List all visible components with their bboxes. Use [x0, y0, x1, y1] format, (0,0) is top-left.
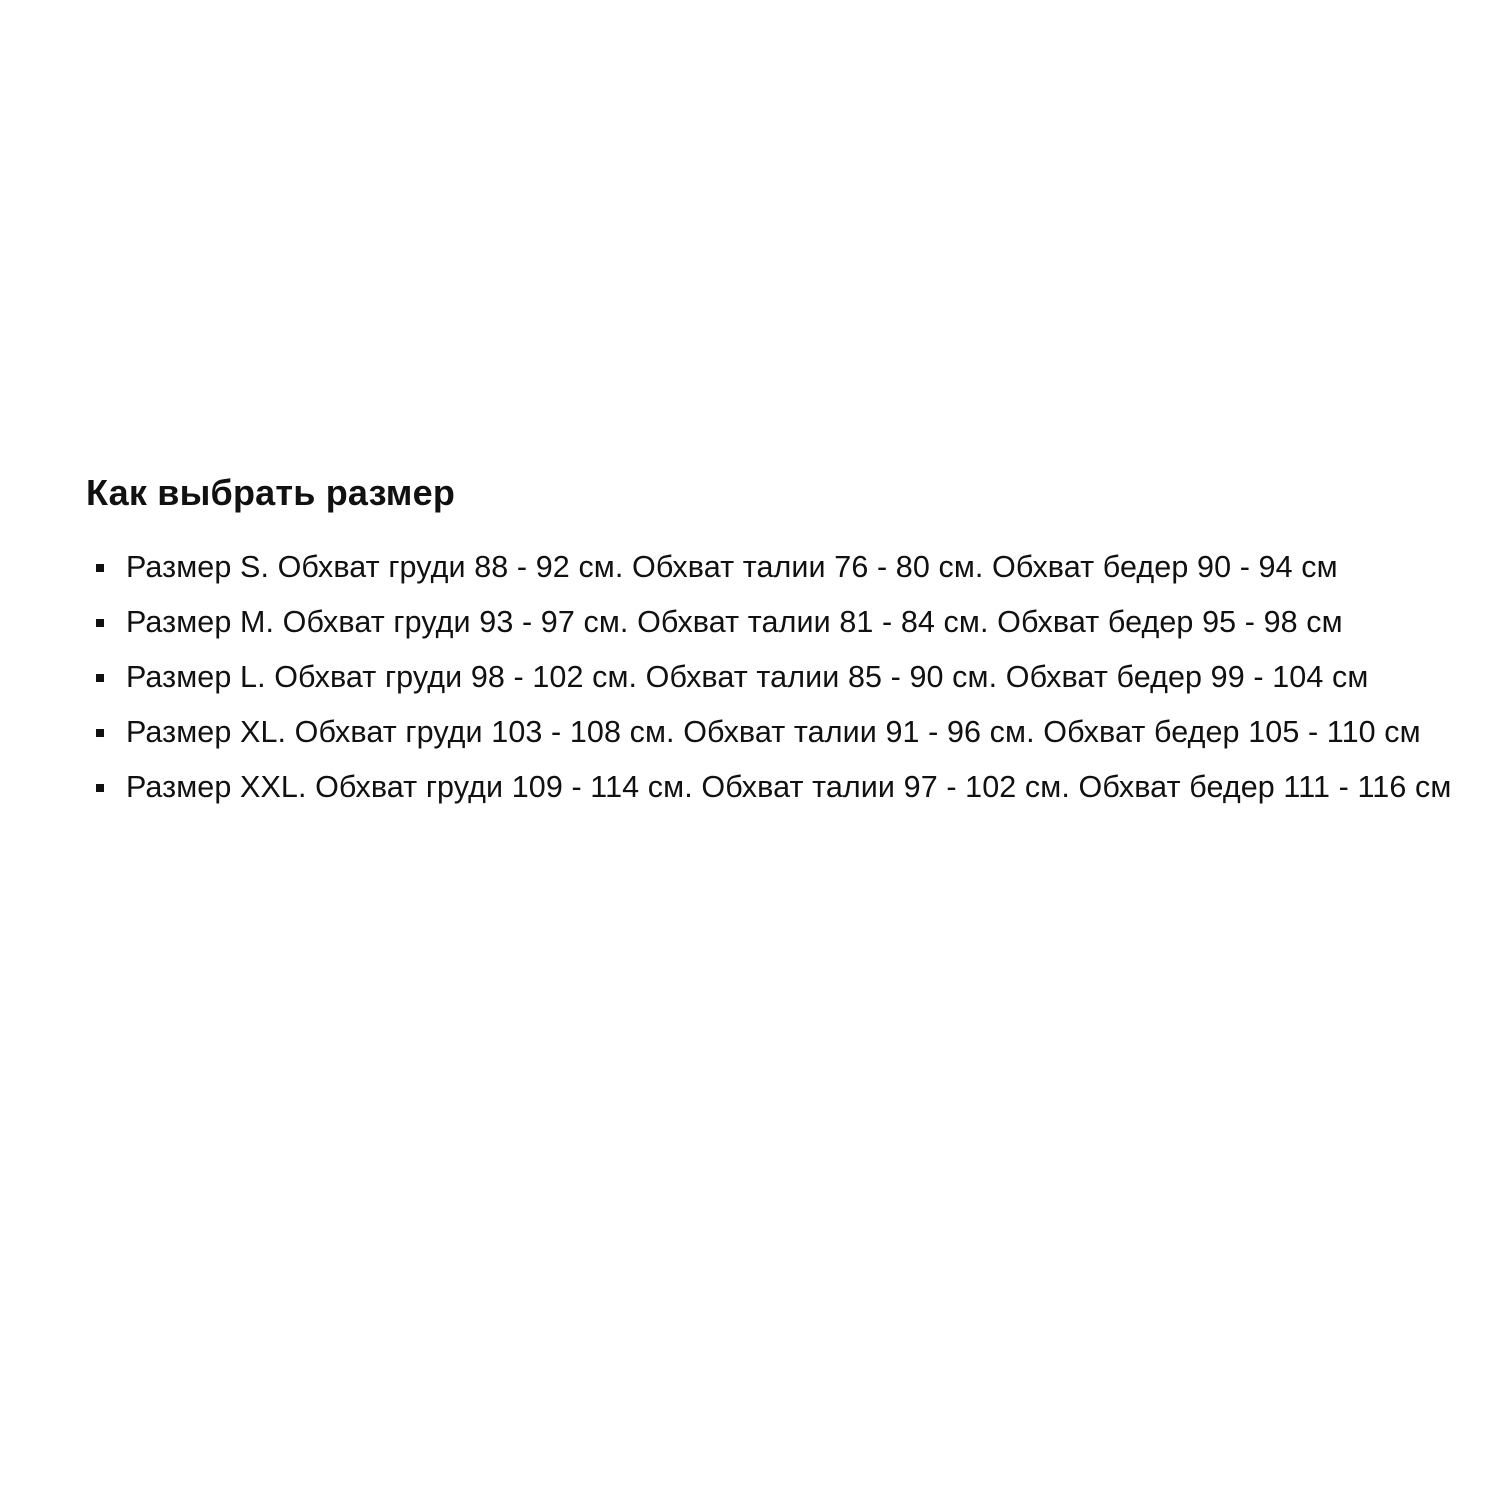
section-title: Как выбрать размер — [86, 472, 456, 513]
size-item-text: Размер XXL. Обхват груди 109 - 114 см. Обхват талии 97 - 102 см. Обхват бедер 111 - 116 см — [126, 770, 1452, 804]
square-bullet-icon — [96, 619, 104, 627]
size-item-text: Размер S. Обхват груди 88 - 92 см. Обхват талии 76 - 80 см. Обхват бедер 90 - 94 см — [126, 550, 1338, 584]
size-item-l — [86, 650, 1456, 705]
size-item-text: Размер M. Обхват груди 93 - 97 см. Обхват талии 81 - 84 см. Обхват бедер 95 - 98 см — [126, 605, 1343, 639]
size-guide-section — [86, 468, 1456, 815]
size-item-s — [86, 540, 1456, 595]
square-bullet-icon — [96, 784, 104, 792]
size-item-m — [86, 595, 1456, 650]
size-item-xl — [86, 705, 1456, 760]
square-bullet-icon — [96, 564, 104, 572]
size-item-xxl — [86, 760, 1456, 815]
square-bullet-icon — [96, 729, 104, 737]
size-item-text: Размер L. Обхват груди 98 - 102 см. Обхват талии 85 - 90 см. Обхват бедер 99 - 104 см — [126, 660, 1369, 694]
size-list — [86, 540, 1456, 815]
size-item-text: Размер XL. Обхват груди 103 - 108 см. Обхват талии 91 - 96 см. Обхват бедер 105 - 110 см — [126, 715, 1421, 749]
square-bullet-icon — [96, 674, 104, 682]
